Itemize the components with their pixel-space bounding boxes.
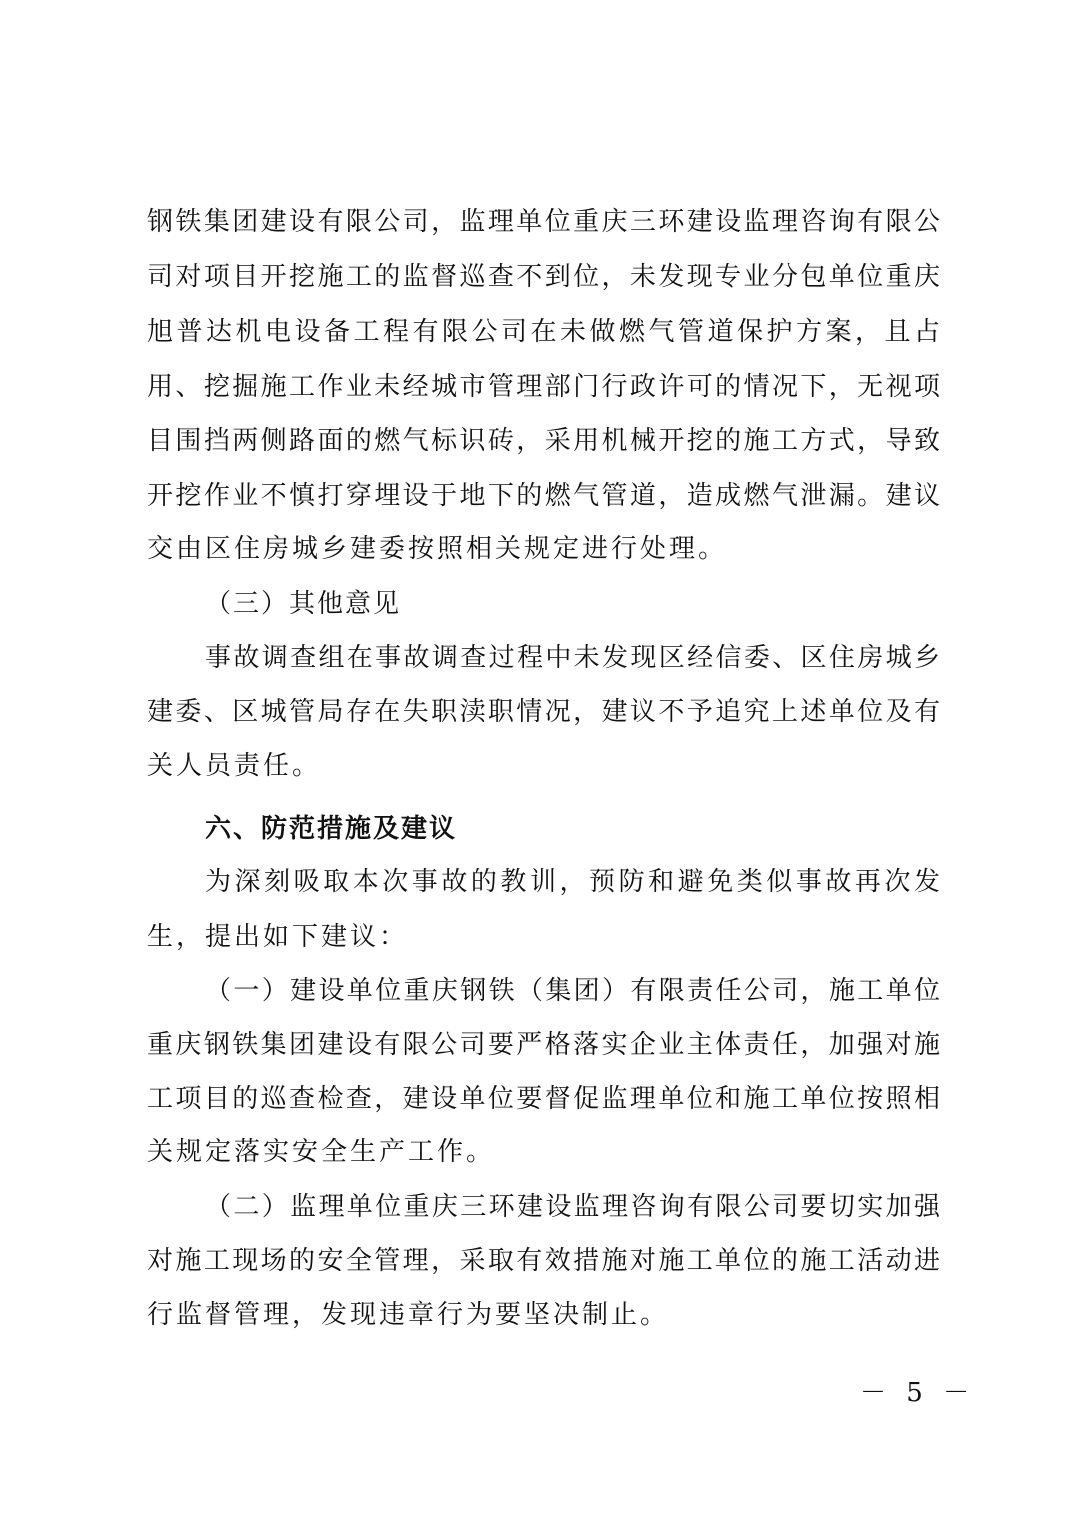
paragraph-line: 对施工现场的安全管理，采取有效措施对施工单位的施工活动进 xyxy=(147,1246,940,1276)
paragraph-line: 交由区住房城乡建委按照相关规定进行处理。 xyxy=(147,534,728,564)
paragraph-line: 关人员责任。 xyxy=(147,751,322,781)
paragraph-line: （二）监理单位重庆三环建设监理咨询有限公司要切实加强 xyxy=(205,1192,940,1222)
section-heading: 六、防范措施及建议 xyxy=(205,814,458,844)
paragraph-line: 行监督管理，发现违章行为要坚决制止。 xyxy=(147,1300,670,1330)
paragraph-line: 事故调查组在事故调查过程中未发现区经信委、区住房城乡 xyxy=(205,643,940,673)
paragraph-line: （一）建设单位重庆钢铁（集团）有限责任公司，施工单位 xyxy=(205,976,940,1006)
page-number: － 5 － xyxy=(860,1378,976,1408)
paragraph-line: 工项目的巡查检查，建设单位要督促监理单位和施工单位按照相 xyxy=(147,1084,940,1114)
paragraph-line: 用、挖掘施工作业未经城市管理部门行政许可的情况下，无视项 xyxy=(147,372,940,402)
paragraph-line: 目围挡两侧路面的燃气标识砖，采用机械开挖的施工方式，导致 xyxy=(147,426,940,456)
subheading: （三）其他意见 xyxy=(205,589,402,619)
paragraph-line: 钢铁集团建设有限公司，监理单位重庆三环建设监理咨询有限公 xyxy=(147,207,940,237)
paragraph-line: 建委、区城管局存在失职渎职情况，建议不予追究上述单位及有 xyxy=(147,697,940,727)
paragraph-line: 开挖作业不慎打穿埋设于地下的燃气管道，造成燃气泄漏。建议 xyxy=(147,481,940,511)
paragraph-line: 为深刻吸取本次事故的教训，预防和避免类似事故再次发 xyxy=(205,867,940,897)
paragraph-line: 生，提出如下建议： xyxy=(147,922,409,952)
paragraph-line: 旭普达机电设备工程有限公司在未做燃气管道保护方案，且占 xyxy=(147,317,940,347)
paragraph-line: 重庆钢铁集团建设有限公司要严格落实企业主体责任，加强对施 xyxy=(147,1030,940,1060)
paragraph-line: 司对项目开挖施工的监督巡查不到位，未发现专业分包单位重庆 xyxy=(147,262,940,292)
paragraph-line: 关规定落实安全生产工作。 xyxy=(147,1137,496,1167)
